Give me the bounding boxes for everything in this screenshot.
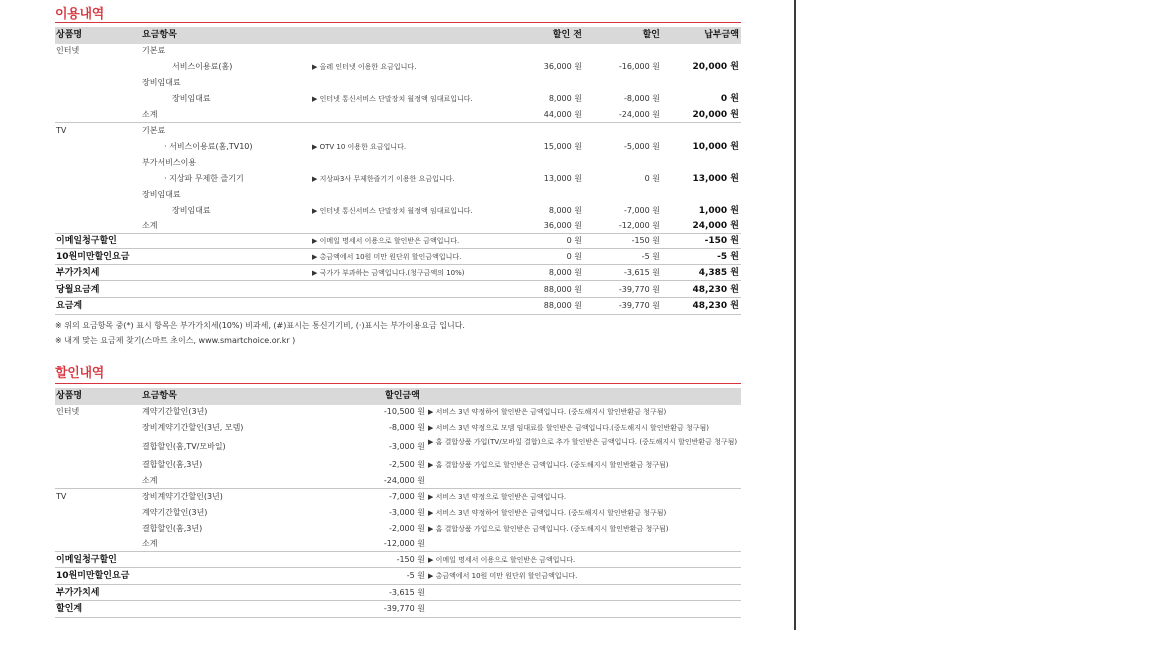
usage-row: [55, 233, 741, 249]
usage-payment: 20,000 원: [692, 110, 739, 120]
usage-discount: -12,000 원: [618, 221, 660, 230]
usage-item: · 서비스이용료(홈,TV10): [164, 142, 253, 151]
usage-item: 서비스이용료(홈): [172, 62, 233, 71]
discount-row: [55, 552, 741, 568]
usage-before: 44,000 원: [543, 110, 582, 119]
usage-item: 부가서비스이용: [142, 158, 197, 167]
usage-before: 88,000 원: [543, 285, 582, 294]
usage-before: 8,000 원: [548, 206, 582, 215]
discount-row: [55, 505, 741, 521]
discount-row: [55, 404, 741, 420]
usage-row: [55, 249, 741, 265]
discount-row: [55, 473, 741, 489]
usage-row: [55, 91, 741, 107]
usage-before: 88,000 원: [543, 301, 582, 310]
discount-amount: -3,000 원: [388, 442, 425, 451]
discount-desc: ▶ 이메일 명세서 이용으로 할인받은 금액입니다.: [428, 556, 576, 564]
usage-item: 장비임대료: [142, 78, 181, 87]
discount-desc: ▶ 홈 결합상품 가입으로 할인받은 금액입니다. (중도해지시 할인반환금 청구됨): [428, 461, 669, 469]
discount-row: [55, 437, 741, 457]
usage-item: · 지상파 무제한 즐기기: [164, 174, 244, 183]
usage-title-rule: [55, 22, 741, 23]
usage-before: 8,000 원: [548, 94, 582, 103]
discount-amount: -150 원: [396, 555, 425, 564]
usage-payment: -5 원: [717, 252, 739, 262]
discount-amount: -3,000 원: [388, 508, 425, 517]
discount-item: 장비계약기간할인(3년, 모뎀): [142, 423, 244, 432]
discount-desc: ▶ 총금액에서 10원 미만 원단위 할인금액입니다.: [428, 572, 578, 580]
usage-before: 0 원: [566, 236, 582, 245]
usage-payment: 20,000 원: [692, 62, 739, 72]
usage-discount: -3,615 원: [623, 268, 660, 277]
usage-payment: 24,000 원: [692, 221, 739, 231]
usage-table-header: [55, 27, 741, 44]
usage-item: 기본료: [142, 126, 166, 135]
discount-product: 부가가치세: [56, 588, 100, 598]
usage-item: 장비임대료: [172, 206, 211, 215]
usage-discount: -5,000 원: [623, 142, 660, 151]
usage-row: [55, 75, 741, 91]
usage-desc: ▶ OTV 10 이용한 요금입니다.: [312, 143, 407, 151]
usage-product: 요금계: [56, 301, 83, 311]
usage-row: [55, 107, 741, 123]
discount-table-header: [55, 388, 741, 405]
usage-payment: 48,230 원: [692, 301, 739, 311]
discount-desc: ▶ 서비스 3년 약정으로 할인받은 금액입니다.: [428, 493, 567, 501]
discount-amount: -10,500 원: [383, 407, 425, 416]
usage-payment: 48,230 원: [692, 285, 739, 295]
usage-row: [55, 203, 741, 219]
usage-item: 소계: [142, 110, 158, 119]
discount-amount: -8,000 원: [388, 423, 425, 432]
usage-item: 소계: [142, 221, 158, 230]
usage-before: 0 원: [566, 252, 582, 261]
usage-discount: -7,000 원: [623, 206, 660, 215]
discount-row: [55, 457, 741, 473]
discount-row: [55, 585, 741, 601]
usage-desc: ▶ 인터넷 통신서비스 단말장치 월정액 임대료입니다.: [312, 95, 473, 103]
usage-desc: ▶ 인터넷 통신서비스 단말장치 월정액 임대료입니다.: [312, 207, 473, 215]
usage-row: [55, 187, 741, 203]
discount-item: 소계: [142, 539, 158, 548]
discount-item: 장비계약기간할인(3년): [142, 492, 223, 501]
usage-desc: ▶ 총금액에서 10원 미만 원단위 할인금액입니다.: [312, 253, 462, 261]
row-separator: [55, 280, 741, 281]
usage-discount: -16,000 원: [618, 62, 660, 71]
usage-payment: -150 원: [704, 236, 739, 246]
discount-amount: -2,500 원: [388, 460, 425, 469]
discount-row: [55, 489, 741, 505]
usage-row: [55, 265, 741, 281]
usage-header-before: 할인 전: [552, 30, 582, 40]
usage-product: 인터넷: [56, 46, 80, 55]
discount-item: 소계: [142, 476, 158, 485]
discount-product: 할인계: [56, 604, 83, 614]
discount-title-rule: [55, 383, 741, 384]
usage-row: [55, 171, 741, 187]
usage-product: 부가가치세: [56, 268, 100, 278]
usage-row: [55, 59, 741, 75]
usage-discount: -39,770 원: [618, 301, 660, 310]
discount-desc: ▶ 서비스 3년 약정하여 할인받은 금액입니다. (중도해지시 할인반환금 청구됨): [428, 509, 667, 517]
discount-item: 결합할인(홈,TV/모바일): [142, 442, 226, 451]
usage-desc: ▶ 올레 인터넷 이용한 요금입니다.: [312, 63, 417, 71]
usage-row: [55, 298, 741, 314]
usage-payment: 13,000 원: [692, 174, 739, 184]
usage-desc: ▶ 국가가 부과하는 금액입니다.(청구금액의 10%): [312, 269, 465, 277]
usage-discount: -24,000 원: [618, 110, 660, 119]
discount-desc: ▶ 서비스 3년 약정으로 모뎀 임대료를 할인받은 금액입니다.(중도해지시 할인반환금 청구됨): [428, 424, 709, 432]
usage-header-discount: 할인: [642, 30, 660, 40]
usage-before: 15,000 원: [543, 142, 582, 151]
discount-item: 계약기간할인(3년): [142, 508, 208, 517]
discount-amount: -39,770 원: [383, 604, 425, 613]
usage-payment: 0 원: [720, 94, 739, 104]
row-separator: [55, 314, 741, 315]
usage-row: [55, 139, 741, 155]
usage-discount: 0 원: [644, 174, 660, 183]
usage-row: [55, 155, 741, 171]
usage-item: 장비임대료: [172, 94, 211, 103]
usage-discount: -8,000 원: [623, 94, 660, 103]
page-edge-divider: [794, 0, 796, 630]
usage-header-payment: 납부금액: [704, 30, 739, 40]
usage-desc: ▶ 지상파3사 무제한즐기기 이용한 요금입니다.: [312, 175, 455, 183]
discount-desc: ▶ 서비스 3년 약정하여 할인받은 금액입니다. (중도해지시 할인반환금 청구됨): [428, 408, 667, 416]
discount-amount: -5 원: [406, 571, 425, 580]
usage-discount: -39,770 원: [618, 285, 660, 294]
discount-item: 결합할인(홈,3년): [142, 460, 203, 469]
usage-header-product: 상품명: [56, 30, 83, 40]
usage-item: 장비임대료: [142, 190, 181, 199]
usage-product: 당월요금계: [56, 285, 100, 295]
discount-header-item: 요금항목: [142, 391, 177, 401]
row-separator: [55, 617, 741, 618]
discount-amount: -24,000 원: [383, 476, 425, 485]
discount-item: 계약기간할인(3년): [142, 407, 208, 416]
discount-row: [55, 536, 741, 552]
usage-before: 8,000 원: [548, 268, 582, 277]
discount-amount: -3,615 원: [388, 588, 425, 597]
discount-product: TV: [56, 492, 67, 501]
usage-row: [55, 43, 741, 59]
usage-payment: 10,000 원: [692, 142, 739, 152]
discount-row: [55, 601, 741, 617]
usage-payment: 4,385 원: [698, 268, 739, 278]
discount-row: [55, 521, 741, 537]
discount-item: 결합할인(홈,3년): [142, 524, 203, 533]
discount-product: 인터넷: [56, 407, 80, 416]
discount-desc: ▶ 홈 결합상품 가입으로 할인받은 금액입니다. (중도해지시 할인반환금 청구됨): [428, 525, 669, 533]
discount-header-amount: 할인금액: [385, 391, 420, 401]
discount-row: [55, 420, 741, 436]
usage-product: TV: [56, 126, 67, 135]
usage-section-title: 이용내역: [55, 7, 105, 22]
discount-amount: -2,000 원: [388, 524, 425, 533]
discount-desc: ▶ 홈 결합상품 가입(TV/모바일 결합)으로 추가 할인받은 금액입니다. (중도해지시 할인반환금 청구됨): [428, 438, 738, 446]
usage-product: 10원미만할인요금: [56, 252, 130, 262]
usage-discount: -150 원: [631, 236, 660, 245]
discount-amount: -7,000 원: [388, 492, 425, 501]
usage-note-smartchoice: ※ 내게 맞는 요금제 찾기(스마트 초이스, www.smartchoice.or.kr ): [55, 336, 296, 345]
discount-product: 10원미만할인요금: [56, 571, 130, 581]
usage-discount: -5 원: [641, 252, 660, 261]
usage-before: 36,000 원: [543, 62, 582, 71]
discount-row: [55, 568, 741, 584]
discount-header-product: 상품명: [56, 391, 83, 401]
usage-payment: 1,000 원: [698, 206, 739, 216]
usage-before: 36,000 원: [543, 221, 582, 230]
usage-row: [55, 282, 741, 298]
discount-product: 이메일청구할인: [56, 555, 117, 565]
usage-row: [55, 123, 741, 139]
usage-header-item: 요금항목: [142, 30, 177, 40]
discount-section-title: 할인내역: [55, 366, 105, 381]
usage-desc: ▶ 이메일 명세서 이용으로 할인받은 금액입니다.: [312, 237, 460, 245]
usage-note-tax: ※ 위의 요금항목 중(*) 표시 항목은 부가가치세(10%) 비과세, (#)표시는 통신기기비, (·)표시는 부가이용요금 입니다.: [55, 321, 465, 330]
usage-before: 13,000 원: [543, 174, 582, 183]
usage-product: 이메일청구할인: [56, 236, 117, 246]
usage-row: [55, 218, 741, 234]
usage-item: 기본료: [142, 46, 166, 55]
discount-amount: -12,000 원: [383, 539, 425, 548]
